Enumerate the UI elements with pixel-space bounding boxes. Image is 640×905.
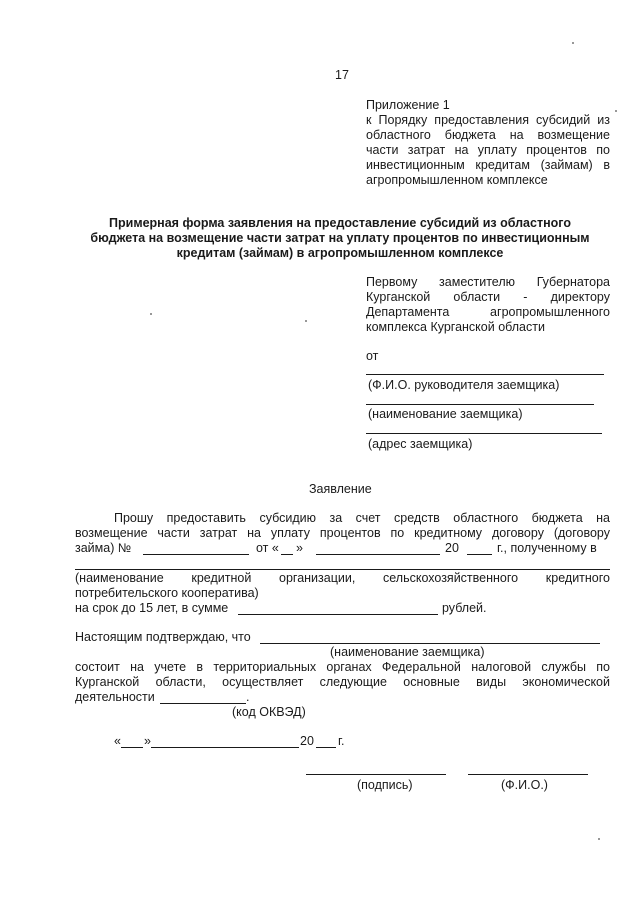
signer-name-caption: (Ф.И.О.) xyxy=(501,778,548,792)
borrower-confirm-field[interactable] xyxy=(260,643,600,644)
body-line: возмещение части затрат на уплату процентов по кредитному договору (договору xyxy=(75,526,610,540)
body-line: состоит на учете в территориальных органах Федеральной налоговой службы по xyxy=(75,660,610,674)
form-title-line: бюджета на возмещение части затрат на уплату процентов по инвестиционным xyxy=(90,231,590,245)
contract-number-field[interactable] xyxy=(143,554,249,555)
borrower-name-field[interactable] xyxy=(366,404,594,405)
okved-field[interactable] xyxy=(160,703,246,704)
signature-field[interactable] xyxy=(306,774,446,775)
body-line: потребительского кооператива) xyxy=(75,586,259,600)
body-line: Прошу предоставить субсидию за счет средств областного бюджета на xyxy=(114,511,610,525)
date-day-field[interactable] xyxy=(121,747,143,748)
signature-caption: (подпись) xyxy=(357,778,413,792)
borrower-address-caption: (адрес заемщика) xyxy=(368,437,473,451)
body-line: (наименование кредитной организации, сельскохозяйственного кредитного xyxy=(75,571,610,585)
borrower-name-caption: (наименование заемщика) xyxy=(368,407,523,421)
credit-organization-field[interactable] xyxy=(75,569,610,570)
head-name-field[interactable] xyxy=(366,374,604,375)
appendix-line: части затрат на уплату процентов по xyxy=(366,143,610,157)
date-year-prefix: 20 xyxy=(300,734,314,748)
contract-month-field[interactable] xyxy=(316,554,440,555)
date-year-suffix: г. xyxy=(338,734,345,748)
scan-speck xyxy=(572,42,574,44)
contract-year-field[interactable] xyxy=(467,554,492,555)
scan-speck xyxy=(150,313,152,315)
borrower-confirm-caption: (наименование заемщика) xyxy=(330,645,485,659)
addressee-line: Первому заместителю Губернатора xyxy=(366,275,610,289)
okved-caption: (код ОКВЭД) xyxy=(232,705,306,719)
addressee-line: Курганской области - директору xyxy=(366,290,610,304)
date-month-field[interactable] xyxy=(151,747,299,748)
statement-heading: Заявление xyxy=(309,482,372,496)
body-line: рублей. xyxy=(442,601,487,615)
scan-speck xyxy=(615,110,617,112)
appendix-line: агропромышленном комплексе xyxy=(366,173,548,187)
borrower-address-field[interactable] xyxy=(366,433,602,434)
body-line: на срок до 15 лет, в сумме xyxy=(75,601,229,615)
body-line: » xyxy=(296,541,303,555)
scan-speck xyxy=(305,320,307,322)
body-line: деятельности xyxy=(75,690,155,704)
body-line: Настоящим подтверждаю, что xyxy=(75,630,251,644)
contract-day-field[interactable] xyxy=(281,554,293,555)
body-line: Курганской области, осуществляет следующие основные виды экономической xyxy=(75,675,610,689)
body-line: займа) № xyxy=(75,541,132,555)
date-year-field[interactable] xyxy=(316,747,336,748)
scan-speck xyxy=(598,838,600,840)
appendix-line: инвестиционным кредитам (займам) в xyxy=(366,158,610,172)
body-line: г., полученному в xyxy=(497,541,597,555)
from-label: от xyxy=(366,349,379,363)
appendix-line: к Порядку предоставления субсидий из xyxy=(366,113,610,127)
head-name-caption: (Ф.И.О. руководителя заемщика) xyxy=(368,378,560,392)
body-line: 20 xyxy=(445,541,459,555)
loan-amount-field[interactable] xyxy=(238,614,438,615)
body-line: . xyxy=(246,690,250,704)
appendix-line: областного бюджета на возмещение xyxy=(366,128,610,142)
body-line: от « xyxy=(256,541,279,555)
addressee-line: комплекса Курганской области xyxy=(366,320,545,334)
form-title-line: кредитам (займам) в агропромышленном комплексе xyxy=(176,246,504,260)
addressee-line: Департамента агропромышленного xyxy=(366,305,610,319)
appendix-title: Приложение 1 xyxy=(366,98,450,112)
form-title-line: Примерная форма заявления на предоставление субсидий из областного xyxy=(109,216,571,230)
page-number: 17 xyxy=(335,68,349,82)
date-open-quote: « xyxy=(114,734,121,748)
signer-name-field[interactable] xyxy=(468,774,588,775)
date-close-quote: » xyxy=(144,734,151,748)
